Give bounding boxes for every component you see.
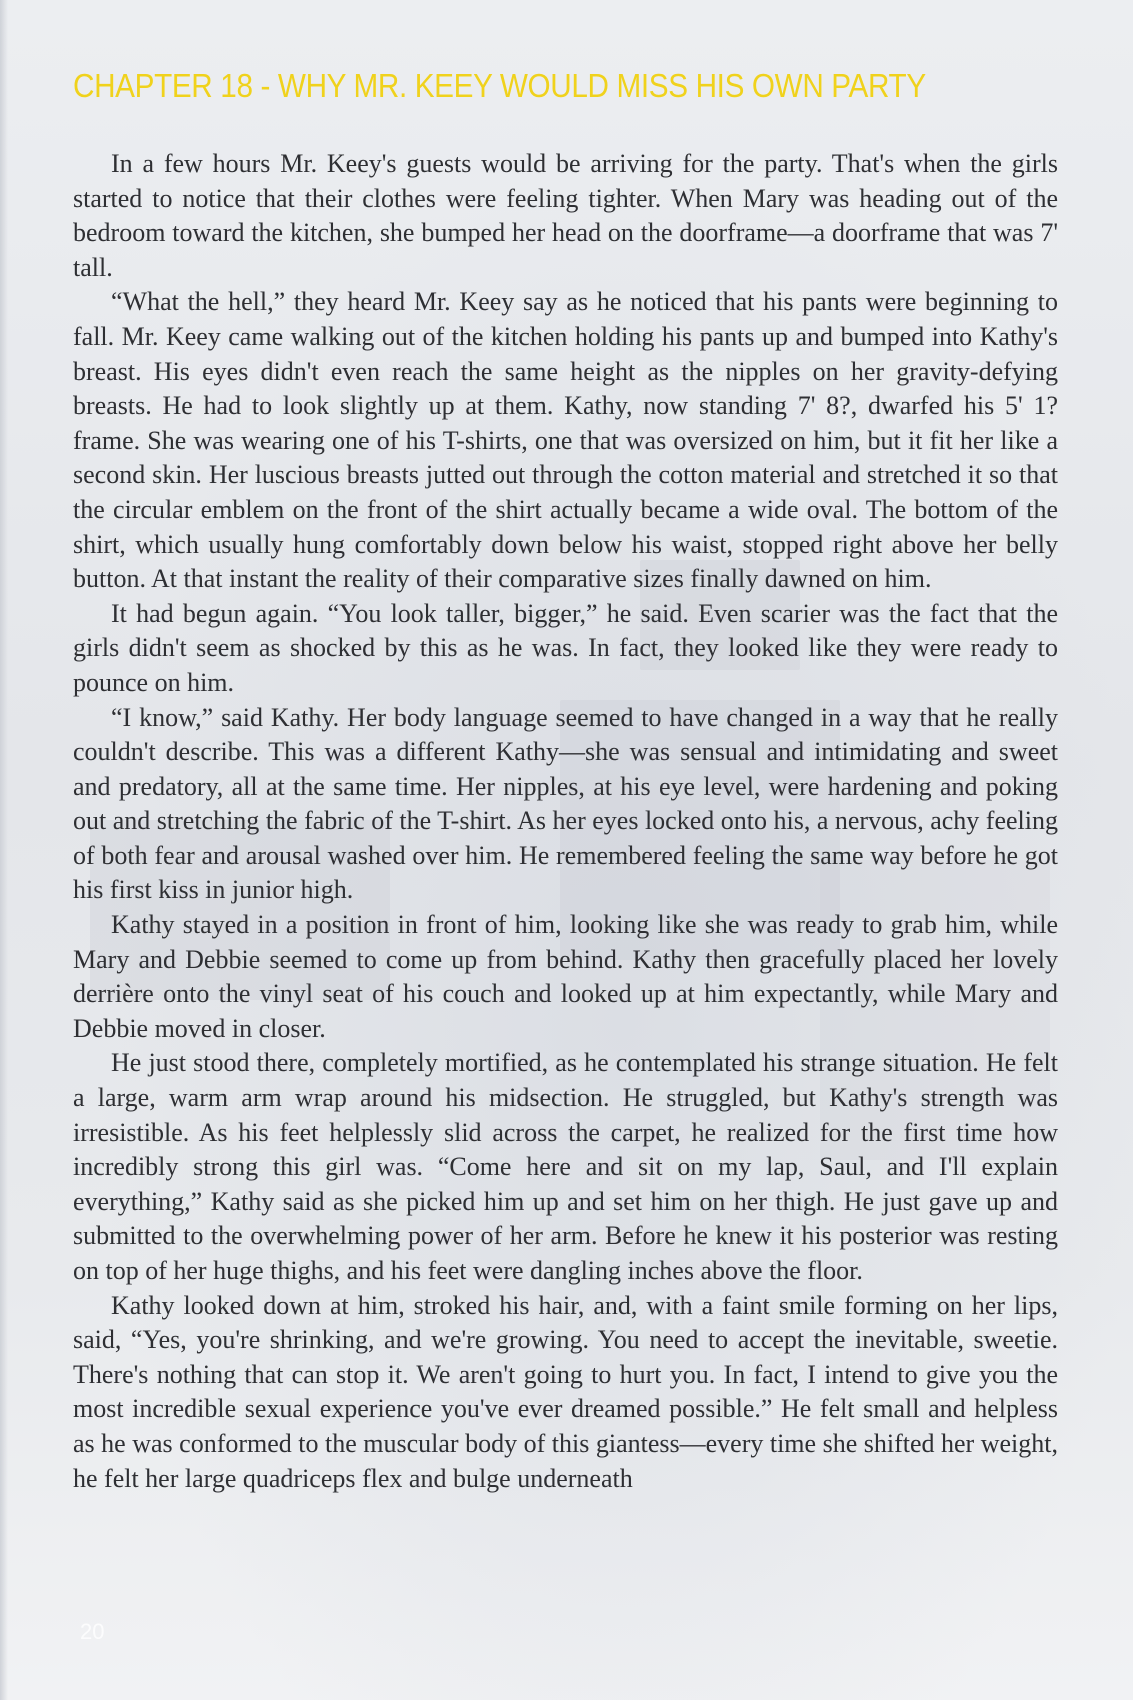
paragraph: “What the hell,” they heard Mr. Keey say as he noticed that his pants were beginning to fall. Mr. Keey came walking out of the kitchen holding his pants up and bumped into Kathy's breast. His eyes didn't even reach the same height as the nipples on her gravity-defying breasts. He had to look slightly up at them. Kathy, now standing 7' 8?, dwarfed his 5' 1? frame. She was wearing one of his T-shirts, one that was oversized on him, but it fit her like a second skin. Her luscious breasts jutted out through the cotton material and stretched it so that the circular emblem on the front of the shirt actually became a wide oval. The bottom of the shirt, which usually hung comfortably down below his waist, stopped right above her belly button. At that instant the reality of their comparative sizes finally dawned on him. (73, 287, 1058, 594)
paragraph: It had begun again. “You look taller, bigger,” he said. Even scarier was the fact that the girls didn't seem as shocked by this as he was. In fact, they looked like they were ready to pounce on him. (73, 598, 1058, 697)
page-edge-shadow (0, 0, 8, 1700)
paragraph: “I know,” said Kathy. Her body language seemed to have changed in a way that he really couldn't describe. This was a different Kathy—she was sensual and intimidating and sweet and predatory, all at the same time. Her nipples, at his eye level, were hardening and poking out and stretching the fabric of the T-shirt. As her eyes locked onto his, a nervous, achy feeling of both fear and arousal washed over him. He remembered feeling the same way before he got his first kiss in junior high. (73, 702, 1058, 905)
paragraph: Kathy looked down at him, stroked his hair, and, with a faint smile forming on her lips, said, “Yes, you're shrinking, and we're growing. You need to accept the inevitable, sweetie. There's nothing that can stop it. We aren't going to hurt you. In fact, I intend to give you the most incredible sexual experience you've ever dreamed possible.” He felt small and helpless as he was conformed to the muscular body of this giantess—every time she shifted her weight, he felt her large quadriceps flex and bulge underneath (73, 1290, 1058, 1493)
paragraph: Kathy stayed in a position in front of him, looking like she was ready to grab him, while Mary and Debbie seemed to come up from behind. Kathy then gracefully placed her lovely derrière onto the vinyl seat of his couch and looked up at him expectantly, while Mary and Debbie moved in closer. (73, 910, 1058, 1043)
paragraph: He just stood there, completely mortified, as he contemplated his strange situation. He felt a large, warm arm wrap around his midsection. He struggled, but Kathy's strength was irresistible. As his feet helplessly slid across the carpet, he realized for the first time how incredibly strong this girl was. “Come here and sit on my lap, Saul, and I'll explain everything,” Kathy said as she picked him up and set him on her thigh. He just gave up and submitted to the overwhelming power of her arm. Before he knew it his posterior was resting on top of her huge thighs, and his feet were dangling inches above the floor. (73, 1048, 1058, 1285)
chapter-title: CHAPTER 18 - WHY MR. KEEY WOULD MISS HIS OWN PARTY (73, 67, 926, 104)
page-number: 20 (80, 1619, 105, 1644)
paragraph: In a few hours Mr. Keey's guests would be arriving for the party. That's when the girls started to notice that their clothes were feeling tighter. When Mary was heading out of the bedroom toward the kitchen, she bumped her head on the doorframe—a doorframe that was 7' tall. (73, 149, 1058, 282)
chapter-body (73, 147, 1058, 1496)
